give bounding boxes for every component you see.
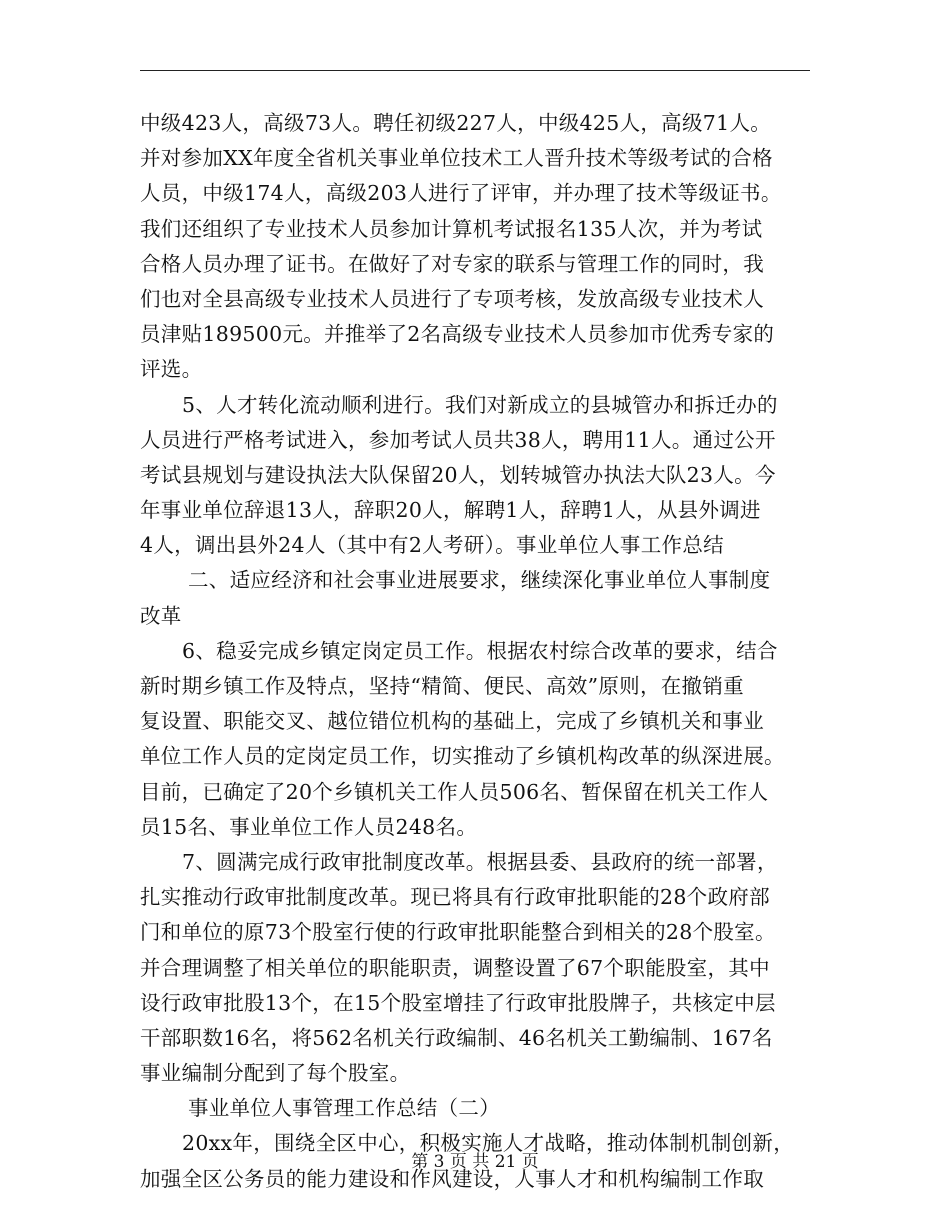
text-line: 人员，中级174人，高级203人进行了评审，并办理了技术等级证书。: [140, 181, 782, 206]
text-line: 目前，已确定了20个乡镇机关工作人员506名、暂保留在机关工作人: [140, 779, 769, 804]
text-line: 加强全区公务员的能力建设和作风建设，人事人才和机构编制工作取: [140, 1166, 764, 1191]
text-line: 复设置、职能交叉、越位错位机构的基础上，完成了乡镇机关和事业: [140, 709, 764, 734]
text-line: 们也对全县高级专业技术人员进行了专项考核，发放高级专业技术人: [140, 286, 764, 311]
text-line: 设行政审批股13个，在15个股室增挂了行政审批股牌子，共核定中层: [140, 990, 776, 1015]
text-line: 扎实推动行政审批制度改革。现已将具有行政审批职能的28个政府部: [140, 885, 770, 910]
paragraph-heading-5: 5、人才转化流动顺利进行。我们对新成立的县城管办和拆迁办的: [182, 392, 778, 417]
text-line: 并合理调整了相关单位的职能职责，调整设置了67个职能股室，其中: [140, 955, 770, 980]
text-line: 考试县规划与建设执法大队保留20人，划转城管办执法大队23人。今: [140, 462, 776, 487]
text-line: 我们还组织了专业技术人员参加计算机考试报名135人次，并为考试: [140, 216, 763, 241]
text-line: 评选。: [140, 357, 203, 382]
text-line: 员津贴189500元。并推举了2名高级专业技术人员参加市优秀专家的: [140, 322, 775, 347]
text-line: 合格人员办理了证书。在做好了对专家的联系与管理工作的同时，我: [140, 251, 764, 276]
text-line: 干部职数16名，将562名机关行政编制、46名机关工勤编制、167名: [140, 1025, 773, 1050]
text-line: 单位工作人员的定岗定员工作，切实推动了乡镇机构改革的纵深进展。: [140, 744, 785, 769]
text-line: 4人，调出县外24人（其中有2人考研）。事业单位人事工作总结: [140, 533, 724, 558]
page-footer: 第 3 页 共 21 页: [411, 1152, 539, 1172]
text-line: 员15名、事业单位工作人员248名。: [140, 814, 478, 839]
text-line: 事业编制分配到了每个股室。: [140, 1061, 411, 1086]
text-line: 中级423人，高级73人。聘任初级227人，中级425人，高级71人。: [140, 111, 772, 135]
text-line: 新时期乡镇工作及特点，坚持“精简、便民、高效”原则，在撤销重: [140, 674, 744, 698]
text-line: 年事业单位辞退13人，辞职20人，解聘1人，辞聘1人，从县外调进: [140, 498, 761, 523]
section-heading-2: 二、适应经济和社会事业进展要求，继续深化事业单位人事制度: [188, 568, 771, 593]
paragraph-heading-7: 7、圆满完成行政审批制度改革。根据县委、县政府的统一部署，: [182, 849, 778, 874]
paragraph-heading-6: 6、稳妥完成乡镇定岗定员工作。根据农村综合改革的要求，结合: [182, 638, 778, 663]
document-body: [140, 106, 810, 1197]
text-line: 并对参加XX年度全省机关事业单位技术工人晋升技术等级考试的合格: [140, 146, 773, 171]
text-line: 门和单位的原73个股室行使的行政审批职能整合到相关的28个股室。: [140, 920, 776, 945]
header-rule: [140, 70, 810, 71]
text-line: 改革: [140, 603, 182, 628]
text-line: 20xx年，围绕全区中心，积极实施人才战略，推动体制机制创新，: [182, 1131, 795, 1156]
subtitle-heading: 事业单位人事管理工作总结（二）: [188, 1096, 500, 1121]
text-line: 人员进行严格考试进入，参加考试人员共38人，聘用11人。通过公开: [140, 427, 776, 452]
